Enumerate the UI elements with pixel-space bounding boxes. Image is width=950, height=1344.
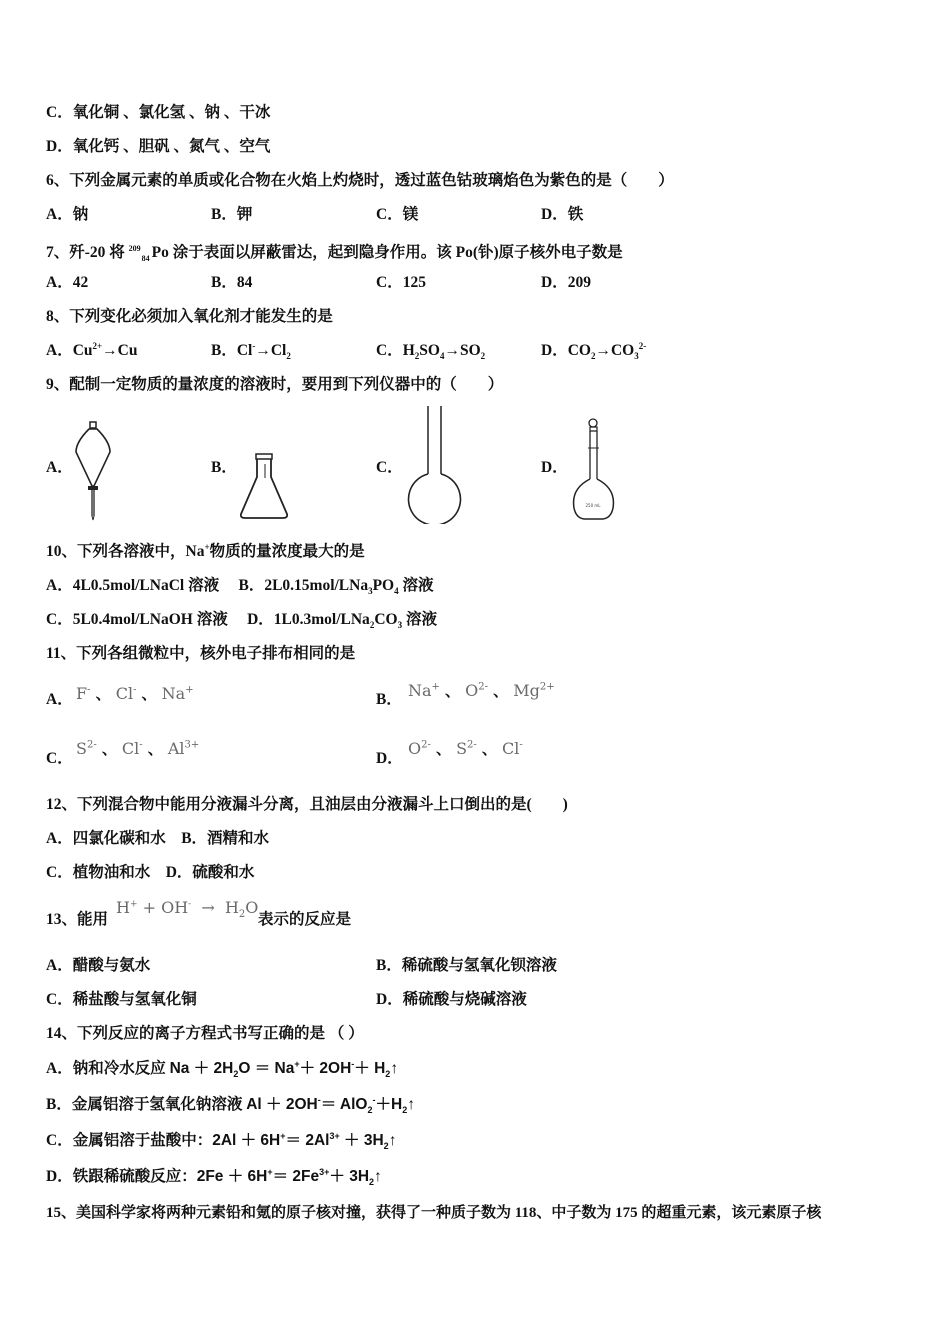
q7-stem [46,239,623,269]
q14-option-b: B．金属铝溶于氢氧化钠溶液 $Al + 2OH^-= AlO_2^-+H_2↑$ [46,1094,415,1116]
q9-option-a: A． [46,459,73,476]
q11-option-a-ions: F- 、 Cl- 、 Na+ [76,684,194,703]
q5-option-d: D．氧化钙 、胆矾 、氮气 、空气 [46,138,271,155]
q14-stem: 14、下列反应的离子方程式书写正确的是 （ ） [46,1025,364,1042]
q5-option-c: C．氧化铜 、氯化氢 、钠 、干冰 [46,104,271,121]
q11-option-d-label: D． [376,750,403,767]
q13-option-d: D．稀硫酸与烧碱溶液 [376,991,527,1008]
q6-option-b: B．钾 [211,206,253,223]
q8-stem: 8、下列变化必须加入氧化剂才能发生的是 [46,308,333,325]
q11-option-a-label: A． [46,691,73,708]
q9-option-b: B． [211,459,237,476]
q11-option-b-ions: Na+ 、 $O^{2-}$ 、 $Mg^{2+}$ [408,681,555,700]
q10-options-cd: C．5L0.4mol/LNaOH 溶液 D．$1L0.3mol/LNa_2CO_3$ 溶液 [46,611,437,631]
q11-option-c-ions: $S^{2-}$ 、 Cl- 、 $Al^{3+}$ [76,739,200,758]
q11-option-d-ions: $O^{2-}$ 、 $S^{2-}$ 、 Cl- [408,739,523,758]
flask-mark-label: 250 mL [585,503,601,508]
q8-option-b: B．$Cl^-\to Cl_2$ [211,340,291,362]
q13-option-a: A．醋酸与氨水 [46,957,151,974]
q7-option-c: C．125 [376,274,426,291]
q8-option-c: C．$H_2SO_4\to SO_2$ [376,342,486,362]
q6-option-d: D．铁 [541,206,584,223]
q7-stem-pre: 7、歼-20 将 [46,244,125,262]
q6-stem: 6、下列金属元素的单质或化合物在火焰上灼烧时，透过蓝色钴玻璃焰色为紫色的是（ ） [46,172,674,189]
q14-option-c: C．金属铝溶于盐酸中：$2Al + 6H^+= 2Al^{3+}$ ＋ $3H_2↑$ [46,1130,397,1152]
q15-stem: 15、美国科学家将两种元素铅和氪的原子核对撞，获得了一种质子数为 118、中子数为 175 的超重元素，该元素原子核 [46,1205,822,1221]
conical-flask-image [236,452,292,522]
q6-option-a: A．钠 [46,206,89,223]
q13-ionic-equation: $H^+ + OH^- \to H_2O$ [116,898,259,921]
q13-option-b: B．稀硫酸与氢氧化钡溶液 [376,957,557,974]
round-bottom-flask-image [405,404,465,524]
separatory-funnel-image [70,420,116,524]
q13-stem-post: 表示的反应是 [258,911,352,928]
q13-stem-pre: 13、能用 [46,911,109,928]
q10-options-ab: A．4L0.5mol/LNaCl 溶液 B．$2L0.15mol/LNa_3PO_4$ 溶液 [46,577,434,597]
q9-option-c: C． [376,459,403,476]
q13-option-c: C．稀盐酸与氢氧化铜 [46,991,197,1008]
q7-option-a: A．42 [46,274,89,291]
q11-option-b-label: B． [376,691,402,708]
q7-mass-number: 209 [128,244,141,253]
q11-option-c-label: C． [46,750,73,767]
q7-option-d: D．209 [541,274,591,291]
q6-option-c: C．镁 [376,206,419,223]
q7-atomic-number: 84 [141,254,150,264]
q7-symbol: Po [151,244,169,262]
q10-stem: 10、下列各溶液中，Na+物质的量浓度最大的是 [46,541,365,560]
q8-option-d: D．$CO_2\to CO_3^{2-}$ [541,340,647,362]
volumetric-flask-image [566,416,622,524]
q9-stem: 9、配制一定物质的量浓度的溶液时，要用到下列仪器中的（ ） [46,376,504,393]
q14-option-d: D．铁跟稀硫酸反应：$2Fe + 6H^+= 2Fe^{3+}+$ $3H_2↑$ [46,1166,382,1188]
q7-stem-post: 涂于表面以屏蔽雷达，起到隐身作用。该 Po(钋)原子核外电子数是 [172,244,623,262]
q12-stem: 12、下列混合物中能用分液漏斗分离，且油层由分液漏斗上口倒出的是( ) [46,796,568,813]
q7-option-b: B．84 [211,274,253,291]
q8-option-a: A．$Cu^{2+}\to Cu$ [46,340,138,359]
q14-option-a: A．钠和冷水反应 $Na + 2H_2O = Na^++ 2OH^-+$ $H_2↑$ [46,1058,399,1080]
q9-option-d: D． [541,459,568,476]
q11-stem: 11、下列各组微粒中，核外电子排布相同的是 [46,645,356,662]
q12-options-cd: C．植物油和水 D．硫酸和水 [46,864,255,881]
q12-options-ab: A．四氯化碳和水 B．酒精和水 [46,830,270,847]
